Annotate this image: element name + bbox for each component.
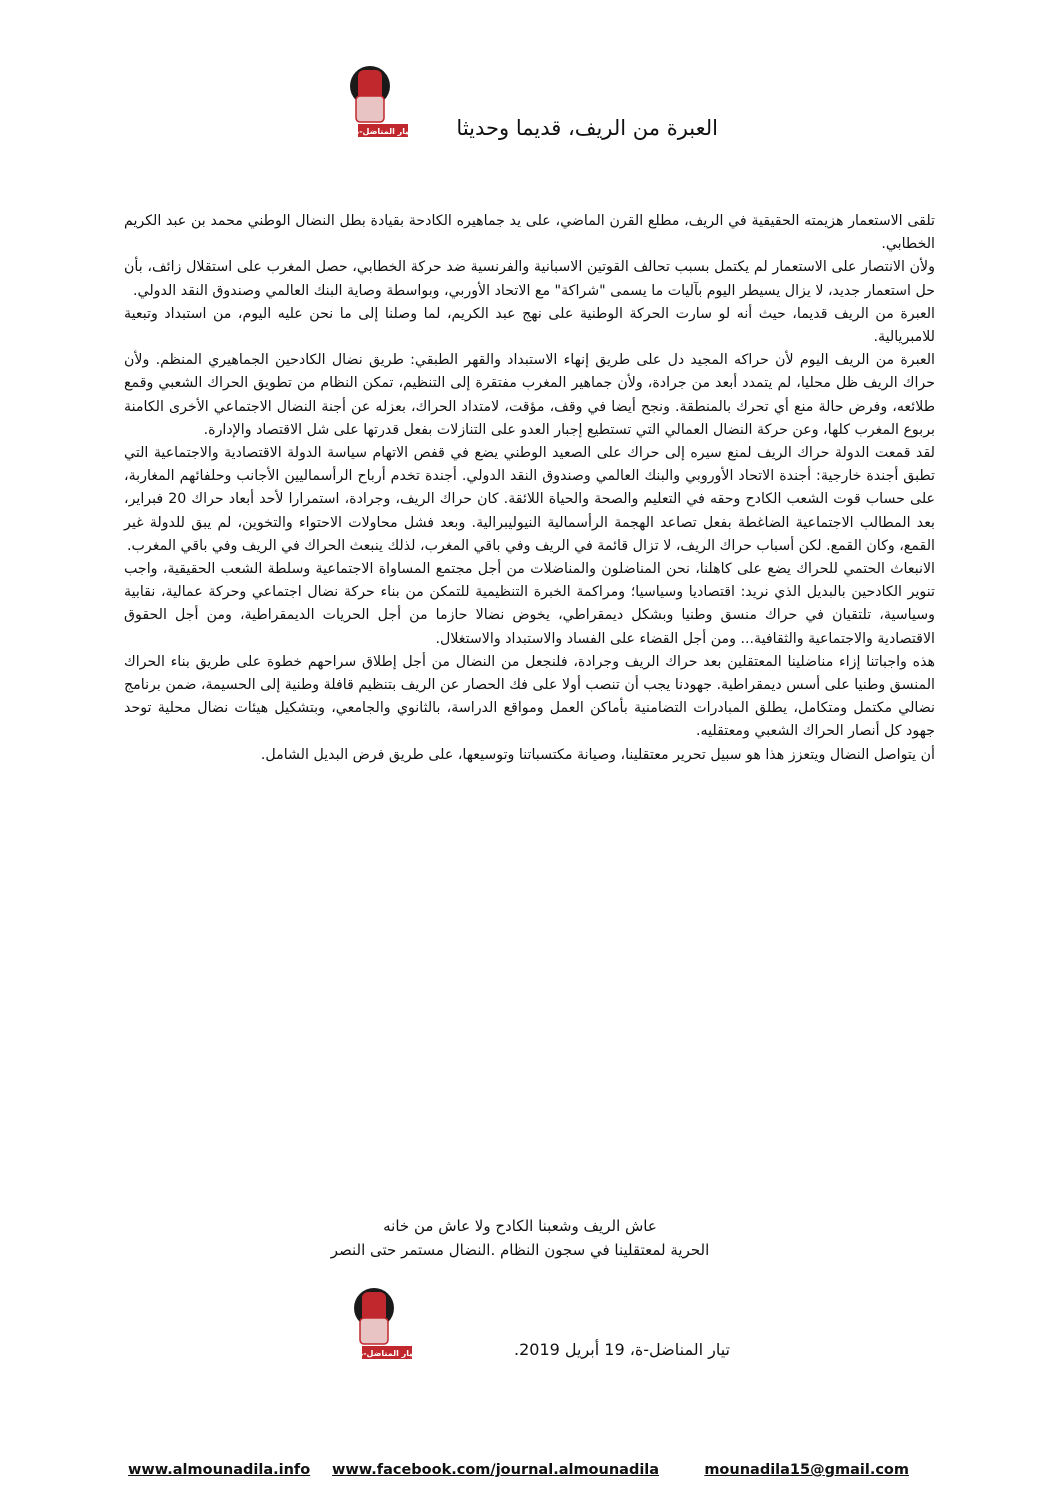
paragraph-1: تلقى الاستعمار هزيمته الحقيقية في الريف، مطلع القرن الماضي، على يد جماهيره الكادحة بقيادة بطل النضال الوطني محمد بن عبد الكريم الخطابي. <box>124 213 935 253</box>
paragraph-8: أن يتواصل النضال ويتعزز هذا هو سبيل تحرير معتقلينا، وصيانة مكتسباتنا وتوسيعها، على طريق فرض البديل الشامل. <box>260 746 935 763</box>
website-link[interactable]: www.almounadila.info <box>128 1462 311 1478</box>
fist-logo-icon <box>336 62 416 142</box>
paragraph-3: العبرة من الريف قديما، حيث أنه لو سارت الحركة الوطنية على نهج عبد الكريم، لما وصلنا إلى ما نحن عليه اليوم، من استبداد وتبعية للامبريالية. <box>124 305 935 346</box>
paragraph-7: هذه واجباتنا إزاء مناضلينا المعتقلين بعد حراك الريف وجرادة، فلنجعل من النضال من أجل إطلاق سراحهم خطوة على طريق بناء الحراك المنسق وطنيا على أسس ديمقراطية. جهودنا يجب أن تنصب أولا على فك الحصار عن الريف بتنظيم قافلة وطنية إلى الحسيمة، ضمن برنامج نضالي مكتمل ومتكامل، يطلق المبادرات التضامنية بأماكن العمل ومواقع الدراسة، بالثانوي والجامعي، وبتشكيل هيئات نضال محلية توحد جهود كل أنصار الحراك الشعبي ومعتقليه. <box>124 653 935 740</box>
email-link[interactable]: mounadila15@gmail.com <box>704 1462 909 1478</box>
document-title: العبرة من الريف، قديما وحديثا <box>456 116 718 140</box>
paragraph-6: الانبعاث الحتمي للحراك يضع على كاهلنا، نحن المناضلون والمناضلات من أجل مجتمع المساواة الاجتماعية وسلطة الشعب الحقيقية، واجب تنوير الكادحين بالبديل الذي نريد: اقتصاديا وسياسيا؛ ومراكمة الخبرة التنظيمية للتمكن من بناء حركة نضال اجتماعي وحركة عمالية، نقابية وسياسية، تلتقيان في حراك منسق وطنيا وبشكل ديمقراطي، يخوض نضالا حازما من أجل الحريات الديمقراطية، ومن أجل الحقوق الاقتصادية والاجتماعية والثقافية... ومن أجل القضاء على الفساد والاستبداد والاستغلال. <box>124 561 935 647</box>
facebook-link[interactable]: www.facebook.com/journal.almounadila <box>332 1462 660 1478</box>
footer <box>128 1462 909 1486</box>
svg-text:تيار المناضل-ة: تيار المناضل-ة <box>354 127 412 136</box>
slogan-line-2: الحرية لمعتقلينا في سجون النظام .النضال مستمر حتى النصر <box>330 1241 710 1259</box>
paragraph-4: العبرة من الريف اليوم لأن حراكه المجيد دل على طريق إنهاء الاستبداد والقهر الطبقي: طريق نضال الكادحين الجماهيري المنظم. ولأن حراك الريف ظل محليا، لم يتمدد أبعد من جرادة، ولأن جماهير المغرب مفتقرة إلى التنظيم، تمكن النظام من تطويق الحراك الشعبي وقمع طلائعه، وفرض حالة منع أي تحرك بالمنطقة. ونجح أيضا في وقف، مؤقت، لامتداد الحراك، بعزله عن أجنة النضال الاجتماعي الأخرى الكامنة بربوع المغرب كلها، وعن حركة النضال العمالي التي تستطيع إجبار العدو على التنازلات بفعل قدرتها على شل الاقتصاد والإدارة. <box>124 352 935 438</box>
paragraph-2: ولأن الانتصار على الاستعمار لم يكتمل بسبب تحالف القوتين الاسبانية والفرنسية ضد حركة الخطابي، حصل المغرب على استقلال زائف، بأن حل استعمار جديد، لا يزال يسيطر اليوم بآليات ما يسمى "شراكة" مع الاتحاد الأوربي، وبواسطة وصاية البنك العالمي وصندوق النقد الدولي. <box>124 259 935 299</box>
article-body <box>124 210 935 767</box>
paragraph-5: لقد قمعت الدولة حراك الريف لمنع سيره إلى حراك على الصعيد الوطني يضع في قفص الاتهام سياسة الدولة الاقتصادية والاجتماعية التي تطبق أجندة خارجية: أجندة الاتحاد الأوروبي والبنك العالمي وصندوق النقد الدولي. أجندة تخدم أرباح الرأسماليين الأجانب وحلفائهم المغاربة، على حساب قوت الشعب الكادح وحقه في التعليم والصحة والحياة اللائقة. كان حراك الريف، وجرادة، استمرارا لأحد أبعاد حراك 20 فبراير، بعد المطالب الاجتماعية الضاغطة بفعل تصاعد الهجمة الرأسمالية النيوليبرالية. وبعد فشل محاولات الاحتواء والتخوين، لم يبق للدولة غير القمع، وكان القمع. لكن أسباب حراك الريف، لا تزال قائمة في الريف وفي باقي المغرب، لذلك ينبعث الحراك في الريف وفي باقي المغرب. <box>124 445 935 554</box>
signature: تيار المناضل-ة، 19 أبريل 2019. <box>514 1340 730 1359</box>
svg-text:تيار المناضل-ة: تيار المناضل-ة <box>358 1349 416 1358</box>
slogan-line-1: عاش الريف وشعبنا الكادح ولا عاش من خانه <box>383 1217 657 1235</box>
header-logo <box>336 62 416 142</box>
closing-slogans <box>240 1214 800 1262</box>
